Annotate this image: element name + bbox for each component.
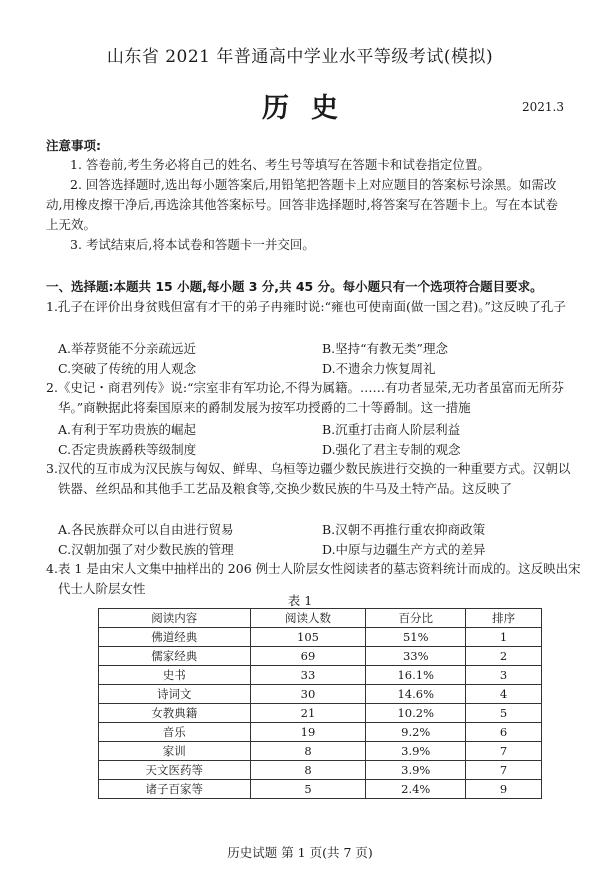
table-cell: 佛道经典 bbox=[99, 628, 251, 647]
table-cell: 6 bbox=[466, 723, 542, 742]
table-cell: 诸子百家等 bbox=[99, 780, 251, 799]
table-row bbox=[99, 780, 542, 799]
table-cell: 4 bbox=[466, 685, 542, 704]
question-4-stem: 4.表 1 是由宋人文集中抽样出的 206 例士人阶层女性阅读者的墓志资料统计而成的。这反映出宋代士人阶层女性 bbox=[46, 561, 581, 596]
table-cell: 14.6% bbox=[366, 685, 466, 704]
exam-title: 山东省 2021 年普通高中学业水平等级考试(模拟) bbox=[106, 47, 494, 67]
table-cell: 9.2% bbox=[366, 723, 466, 742]
table-row bbox=[99, 685, 542, 704]
subject-title: 历史 bbox=[262, 93, 360, 124]
table-cell: 1 bbox=[466, 628, 542, 647]
table-row bbox=[99, 666, 542, 685]
table-cell: 天文医药等 bbox=[99, 761, 251, 780]
question-3-option-b[interactable]: B.汉朝不再推行重农抑商政策 bbox=[322, 522, 486, 537]
table-cell: 诗词文 bbox=[99, 685, 251, 704]
table-row bbox=[99, 742, 542, 761]
table-cell: 3.9% bbox=[366, 761, 466, 780]
question-2-option-b[interactable]: B.沉重打击商人阶层利益 bbox=[322, 422, 461, 437]
table-cell: 2 bbox=[466, 647, 542, 666]
table-cell: 家训 bbox=[99, 742, 251, 761]
table-cell: 33 bbox=[250, 666, 366, 685]
table-cell: 8 bbox=[250, 742, 366, 761]
question-3-option-a[interactable]: A.各民族群众可以自由进行贸易 bbox=[58, 522, 234, 537]
exam-date: 2021.3 bbox=[522, 100, 564, 114]
table-cell: 16.1% bbox=[366, 666, 466, 685]
table-cell: 音乐 bbox=[99, 723, 251, 742]
question-3-option-c[interactable]: C.汉朝加强了对少数民族的管理 bbox=[58, 542, 234, 557]
table-cell: 30 bbox=[250, 685, 366, 704]
table-row bbox=[99, 761, 542, 780]
page-footer: 历史试题 第 1 页(共 7 页) bbox=[227, 845, 373, 860]
table-cell: 105 bbox=[250, 628, 366, 647]
notice-item-2: 2. 回答选择题时,选出每小题答案后,用铅笔把答题卡上对应题目的答案标号涂黑。如需改动,用橡皮擦干净后,再选涂其他答案标号。回答非选择题时,将答案写在答题卡上。写在本试卷上无效。 bbox=[46, 177, 558, 232]
table-cell: 9 bbox=[466, 780, 542, 799]
table-row bbox=[99, 628, 542, 647]
question-3-stem: 3.汉代的互市成为汉民族与匈奴、鲜卑、乌桓等边疆少数民族进行交换的一种重要方式。汉朝以铁器、丝织品和其他手工艺品及粮食等,交换少数民族的牛马及土特产品。这反映了 bbox=[46, 461, 571, 496]
question-1-option-d[interactable]: D.不遗余力恢复周礼 bbox=[322, 361, 436, 376]
table-cell: 8 bbox=[250, 761, 366, 780]
notice-item-1: 1. 答卷前,考生务必将自己的姓名、考生号等填写在答题卡和试卷指定位置。 bbox=[70, 157, 490, 172]
table-cell: 5 bbox=[466, 704, 542, 723]
table-row bbox=[99, 704, 542, 723]
table-cell: 7 bbox=[466, 742, 542, 761]
table-cell: 儒家经典 bbox=[99, 647, 251, 666]
section-heading: 一、选择题:本题共 15 小题,每小题 3 分,共 45 分。每小题只有一个选项符合题目要求。 bbox=[46, 279, 543, 294]
question-1-stem: 1.孔子在评价出身贫贱但富有才干的弟子冉雍时说:“雍也可使南面(做一国之君)。”这反映了孔子 bbox=[46, 299, 566, 314]
table-cell: 33% bbox=[366, 647, 466, 666]
table-cell: 69 bbox=[250, 647, 366, 666]
table-cell: 5 bbox=[250, 780, 366, 799]
table-caption: 表 1 bbox=[287, 593, 313, 608]
question-2-option-d[interactable]: D.强化了君主专制的观念 bbox=[322, 442, 461, 457]
table-row bbox=[99, 647, 542, 666]
table-cell: 3.9% bbox=[366, 742, 466, 761]
table-cell: 3 bbox=[466, 666, 542, 685]
question-3-option-d[interactable]: D.中原与边疆生产方式的差异 bbox=[322, 542, 486, 557]
table-cell: 10.2% bbox=[366, 704, 466, 723]
table-header-row bbox=[99, 609, 542, 628]
table-header-cell: 百分比 bbox=[366, 609, 466, 628]
table-header-cell: 阅读人数 bbox=[250, 609, 366, 628]
table-row bbox=[99, 723, 542, 742]
table-cell: 史书 bbox=[99, 666, 251, 685]
notice-item-3: 3. 考试结束后,将本试卷和答题卡一并交回。 bbox=[70, 237, 315, 252]
table-cell: 19 bbox=[250, 723, 366, 742]
question-2-option-a[interactable]: A.有利于军功贵族的崛起 bbox=[58, 422, 197, 437]
table-cell: 51% bbox=[366, 628, 466, 647]
table-cell: 女教典籍 bbox=[99, 704, 251, 723]
table-cell: 21 bbox=[250, 704, 366, 723]
notice-heading: 注意事项: bbox=[46, 138, 101, 153]
question-2-option-c[interactable]: C.否定贵族爵秩等级制度 bbox=[58, 442, 197, 457]
question-1-option-b[interactable]: B.坚持“有教无类”理念 bbox=[322, 341, 448, 356]
question-2-stem: 2.《史记・商君列传》说:“宗室非有军功论,不得为属籍。……有功者显荣,无功者虽富而无所芬华。”商鞅据此将秦国原来的爵制发展为按军功授爵的二十等爵制。这一措施 bbox=[46, 380, 564, 415]
table-cell: 2.4% bbox=[366, 780, 466, 799]
question-1-option-c[interactable]: C.突破了传统的用人观念 bbox=[58, 361, 197, 376]
table-header-cell: 排序 bbox=[466, 609, 542, 628]
reading-stats-table bbox=[98, 608, 542, 799]
question-1-option-a[interactable]: A.举荐贤能不分亲疏远近 bbox=[58, 341, 197, 356]
table-cell: 7 bbox=[466, 761, 542, 780]
table-header-cell: 阅读内容 bbox=[99, 609, 251, 628]
